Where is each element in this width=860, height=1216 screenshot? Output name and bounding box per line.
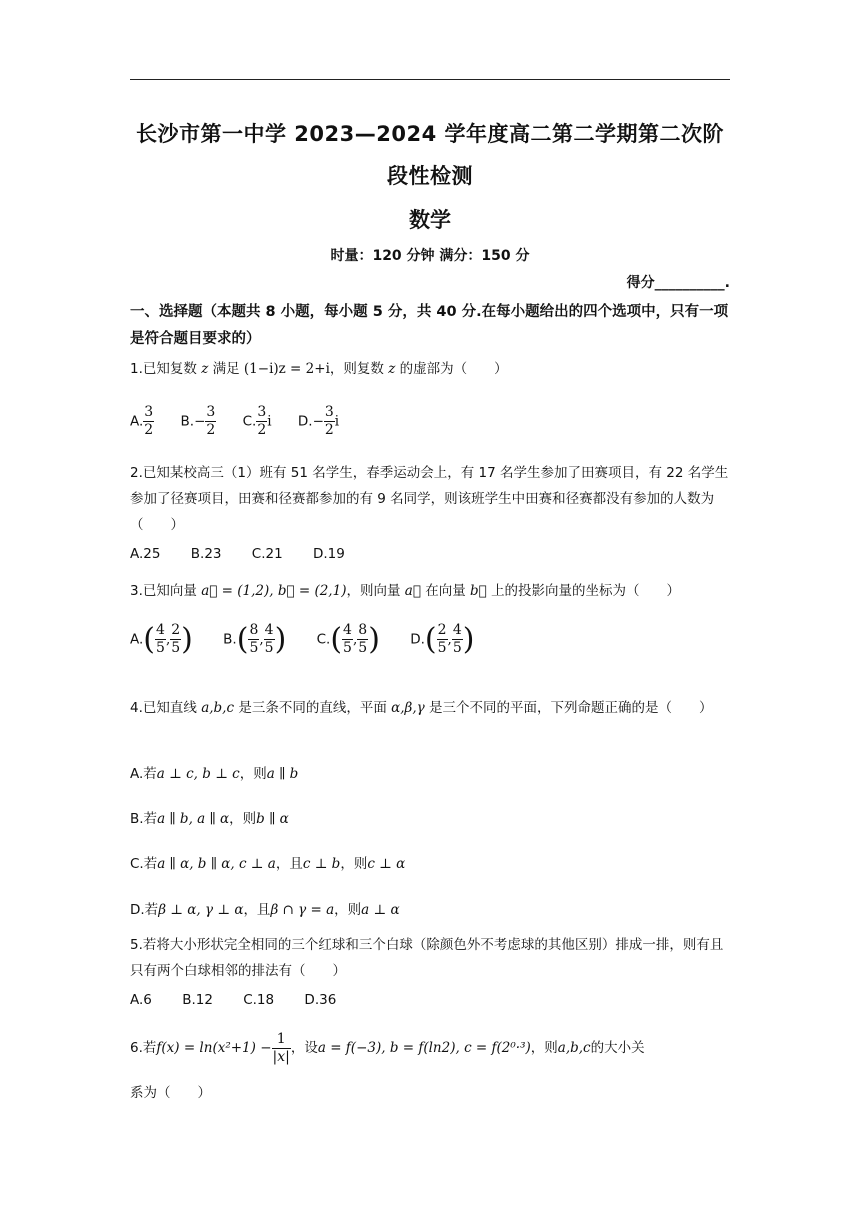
option-conclusion: b ∥ α — [256, 811, 289, 827]
q3-option-c[interactable]: C.( $\frac{4}{5}$ , $\frac{8}{5}$ ) — [316, 622, 380, 657]
q1-mid: 满足 — [212, 361, 240, 377]
q2-option-c[interactable]: C.21 — [251, 546, 283, 562]
q1-var-z: z — [201, 361, 209, 377]
option-then: ，则 — [340, 856, 368, 872]
q3-option-d[interactable]: D.( $\frac{2}{5}$ , $\frac{4}{5}$ ) — [410, 622, 475, 657]
q3-mid2: 在向量 — [425, 583, 466, 599]
q6-suffix: 的大小关 — [590, 1040, 645, 1056]
option-label: B. — [180, 413, 195, 430]
question-2: 2.已知某校高三（1）班有 51 名学生，春季运动会上，有 17 名学生参加了田赛项目，有 22 名学生参加了径赛项目，田赛和径赛都参加的有 9 名同学，则该班学生中田赛和径赛都没有参加的人数为（ ） — [130, 465, 729, 533]
q1-equation: (1−i)z = 2+i — [243, 361, 330, 377]
q5-option-d[interactable]: D.36 — [304, 992, 337, 1008]
option-condition2: c ⊥ b — [302, 856, 341, 872]
q2-option-b[interactable]: B.23 — [190, 546, 222, 562]
question-5: 5.若将大小形状完全相同的三个红球和三个白球（除颜色外不考虑球的其他区别）排成一排，则有且只有两个白球相邻的排法有（ ） — [130, 937, 724, 979]
option-sign: − — [312, 413, 324, 430]
q1-option-d[interactable] — [298, 404, 339, 439]
q5-option-c[interactable]: C.18 — [243, 992, 275, 1008]
q4-option-a[interactable] — [130, 761, 734, 788]
question-3 — [130, 578, 734, 605]
section-heading: 一、选择题（本题共 8 小题，每小题 5 分，共 40 分.在每小题给出的四个选项中，只有一项是符合题目要求的） — [130, 304, 729, 347]
q1-option-a[interactable] — [130, 404, 154, 439]
q3-option-a[interactable]: A.( $\frac{4}{5}$ , $\frac{2}{5}$ ) — [130, 622, 193, 657]
option-label: C. — [242, 413, 257, 430]
option-label: D.若 — [130, 902, 159, 918]
question-4 — [130, 690, 734, 726]
q4-lines: a,b,c — [201, 700, 235, 716]
option-conclusion: c ⊥ α — [367, 856, 406, 872]
option-label: A. — [130, 631, 144, 648]
q3-vec-a: a⃗ — [404, 583, 421, 599]
q3-vec-b: b⃗ — [470, 583, 487, 599]
option-label: C. — [316, 631, 331, 648]
exam-title-line2: 段性检测 — [387, 164, 473, 188]
option-fraction: $\frac{3}{2}$ — [206, 404, 216, 438]
option-conclusion: a ∥ b — [266, 766, 299, 782]
q2-option-a[interactable]: A.25 — [130, 546, 161, 562]
time-and-score: 时量：120 分钟 满分：150 分 — [330, 248, 530, 264]
header-rule — [130, 79, 730, 80]
option-label: C.若 — [130, 856, 158, 872]
q1-suffix2: 的虚部为（ ） — [399, 361, 508, 377]
option-condition: β ⊥ α, γ ⊥ α — [158, 902, 244, 918]
q4-mid: 是三条不同的直线，平面 — [238, 700, 387, 716]
option-label: A. — [130, 413, 144, 430]
q6-mid2: ，则 — [530, 1040, 558, 1056]
q1-var-z2: z — [388, 361, 396, 377]
q2-options — [130, 546, 371, 562]
q4-planes: α,β,γ — [391, 700, 425, 716]
question-1 — [130, 356, 734, 383]
option-sign: − — [194, 413, 206, 430]
q3-prefix: 3.已知向量 — [130, 583, 197, 599]
q1-option-b[interactable] — [181, 404, 217, 439]
q3-options — [130, 622, 496, 657]
q6-definitions: a = f(−3), b = f(ln2), c = f(2⁰·³) — [317, 1040, 531, 1056]
q1-prefix: 1.已知复数 — [130, 361, 197, 377]
q1-option-c[interactable] — [243, 404, 272, 439]
option-condition: a ⊥ c, b ⊥ c — [156, 766, 240, 782]
option-unit: i — [267, 413, 272, 430]
option-conclusion: a ⊥ α — [361, 902, 400, 918]
option-then: ，则 — [334, 902, 362, 918]
option-condition2: β ∩ γ = a — [270, 902, 335, 918]
option-and: ，且 — [275, 856, 303, 872]
q3-mid: ，则向量 — [346, 583, 401, 599]
q6-line2: 系为（ ） — [130, 1085, 211, 1101]
option-label: B.若 — [130, 811, 158, 827]
q6-function: f(x) = ln(x²+1) − — [156, 1040, 272, 1056]
option-then: ，则 — [229, 811, 257, 827]
q3-vectors: a⃗ = (1,2), b⃗ = (2,1) — [201, 583, 347, 599]
option-label: A.若 — [130, 766, 157, 782]
q3-option-b[interactable]: B.( $\frac{8}{5}$ , $\frac{4}{5}$ ) — [223, 622, 287, 657]
q5-option-b[interactable]: B.12 — [182, 992, 213, 1008]
option-label: D. — [297, 413, 313, 430]
exam-title-line1: 长沙市第一中学 2023—2024 学年度高二第二学期第二次阶 — [135, 122, 724, 146]
option-fraction: $\frac{3}{2}$ — [257, 404, 267, 438]
q6-mid: ，设 — [290, 1040, 318, 1056]
q4-suffix: 是三个不同的平面，下列命题正确的是（ ） — [429, 700, 713, 716]
exam-subject: 数学 — [409, 208, 451, 232]
option-fraction: $\frac{3}{2}$ — [324, 404, 334, 438]
q1-options — [130, 404, 361, 439]
q4-option-b[interactable] — [130, 806, 734, 833]
option-condition: a ∥ α, b ∥ α, c ⊥ a — [157, 856, 276, 872]
q6-prefix: 6.若 — [130, 1040, 157, 1056]
q1-suffix: ，则复数 — [329, 361, 384, 377]
option-condition: a ∥ b, a ∥ α — [157, 811, 230, 827]
option-label: D. — [410, 631, 425, 648]
q2-option-d[interactable]: D.19 — [313, 546, 345, 562]
q4-option-d[interactable] — [130, 897, 734, 924]
score-blank: 得分__________. — [626, 275, 730, 291]
question-6 — [130, 1030, 734, 1066]
q6-vars: a,b,c — [557, 1040, 591, 1056]
option-label: B. — [223, 631, 237, 648]
q3-suffix: 上的投影向量的坐标为（ ） — [491, 583, 681, 599]
option-and: ，且 — [243, 902, 271, 918]
option-fraction: $\frac{3}{2}$ — [144, 404, 154, 438]
q5-option-a[interactable]: A.6 — [130, 992, 152, 1008]
q5-options — [130, 992, 362, 1008]
option-unit: i — [334, 413, 340, 430]
option-then: ，则 — [239, 766, 267, 782]
q4-prefix: 4.已知直线 — [130, 700, 197, 716]
q6-fraction: $\frac{1}{|x|}$ — [272, 1030, 290, 1065]
q4-option-c[interactable] — [130, 851, 734, 878]
